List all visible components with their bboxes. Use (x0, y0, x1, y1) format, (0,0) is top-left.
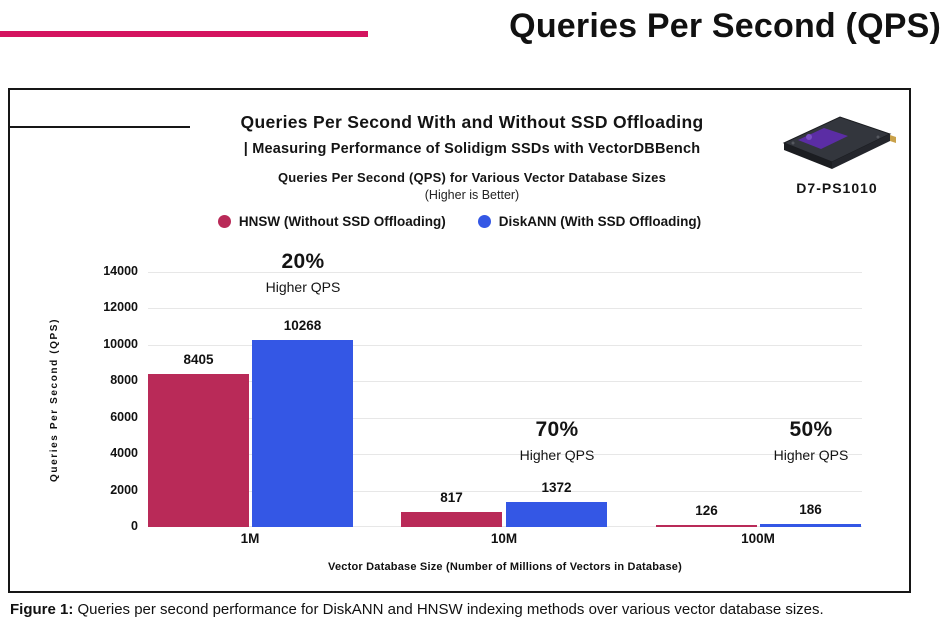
bar-value: 186 (799, 501, 822, 517)
ssd-product-image (778, 110, 896, 176)
bar-value: 817 (440, 490, 463, 506)
y-axis-ticks (10, 264, 138, 533)
annotation-label: Higher QPS (773, 447, 849, 463)
annotation-label: Higher QPS (265, 279, 341, 295)
bar-value: 126 (695, 502, 718, 518)
y-tick: 10000 (103, 336, 138, 351)
figure-caption-text: Queries per second performance for DiskANN and HNSW indexing methods over various vector database sizes. (73, 601, 824, 618)
figure-caption-prefix: Figure 1: (10, 601, 74, 618)
legend-label-diskann: DiskANN (With SSD Offloading) (498, 214, 702, 229)
bar-hnsw-1m (148, 374, 249, 527)
annotation-100m (736, 418, 886, 463)
bar-diskann-10m (506, 502, 607, 527)
y-tick: 8000 (110, 373, 138, 388)
annotation-pct: 20% (281, 250, 325, 273)
accent-divider-line (0, 31, 368, 37)
legend-item-diskann (478, 214, 701, 229)
ssd-product-label: D7-PS1010 (796, 180, 878, 196)
y-tick: 12000 (103, 300, 138, 315)
bar-value: 1372 (541, 480, 572, 495)
ssd-drive-icon (778, 110, 896, 176)
chart-subtitle-2: Queries Per Second (QPS) for Various Vector Database Sizes (277, 170, 667, 185)
y-tick: 4000 (110, 446, 138, 461)
x-tick-100m: 100M (741, 531, 775, 546)
bar-hnsw-10m (401, 512, 502, 527)
x-tick-1m: 1M (240, 531, 260, 546)
chart-title: Queries Per Second With and Without SSD Offloading (240, 112, 704, 132)
bar-value: 10268 (283, 318, 322, 333)
bar-diskann-100m (760, 524, 861, 527)
page-title: Queries Per Second (QPS) (509, 7, 941, 45)
figure-caption (10, 601, 824, 618)
chart-subtitle-3: (Higher is Better) (424, 188, 520, 202)
annotation-1m (228, 250, 378, 295)
legend-dot-hnsw (218, 215, 231, 228)
x-axis-title: Vector Database Size (Number of Millions of Vectors in Database) (328, 561, 682, 573)
bar-value: 8405 (183, 351, 214, 367)
annotation-pct: 70% (535, 418, 579, 441)
chart-subtitle: | Measuring Performance of Solidigm SSDs with VectorDBBench (243, 141, 701, 157)
gridline (148, 308, 862, 309)
y-axis-title: Queries Per Second (QPS) (48, 317, 60, 482)
legend-dot-diskann (478, 215, 491, 228)
y-tick: 2000 (110, 482, 138, 497)
legend-label-hnsw: HNSW (Without SSD Offloading) (238, 214, 446, 229)
y-tick: 6000 (110, 409, 138, 424)
annotation-label: Higher QPS (519, 447, 595, 463)
annotation-pct: 50% (789, 418, 833, 441)
annotation-10m (482, 418, 632, 463)
bar-hnsw-100m (656, 525, 757, 527)
y-tick: 14000 (103, 264, 138, 278)
y-tick: 0 (131, 519, 138, 533)
legend-item-hnsw (218, 214, 446, 229)
bar-diskann-1m (252, 340, 353, 527)
figure-frame (8, 88, 911, 593)
plot-area (148, 272, 862, 527)
x-tick-10m: 10M (490, 531, 518, 546)
chart-legend (10, 214, 909, 229)
